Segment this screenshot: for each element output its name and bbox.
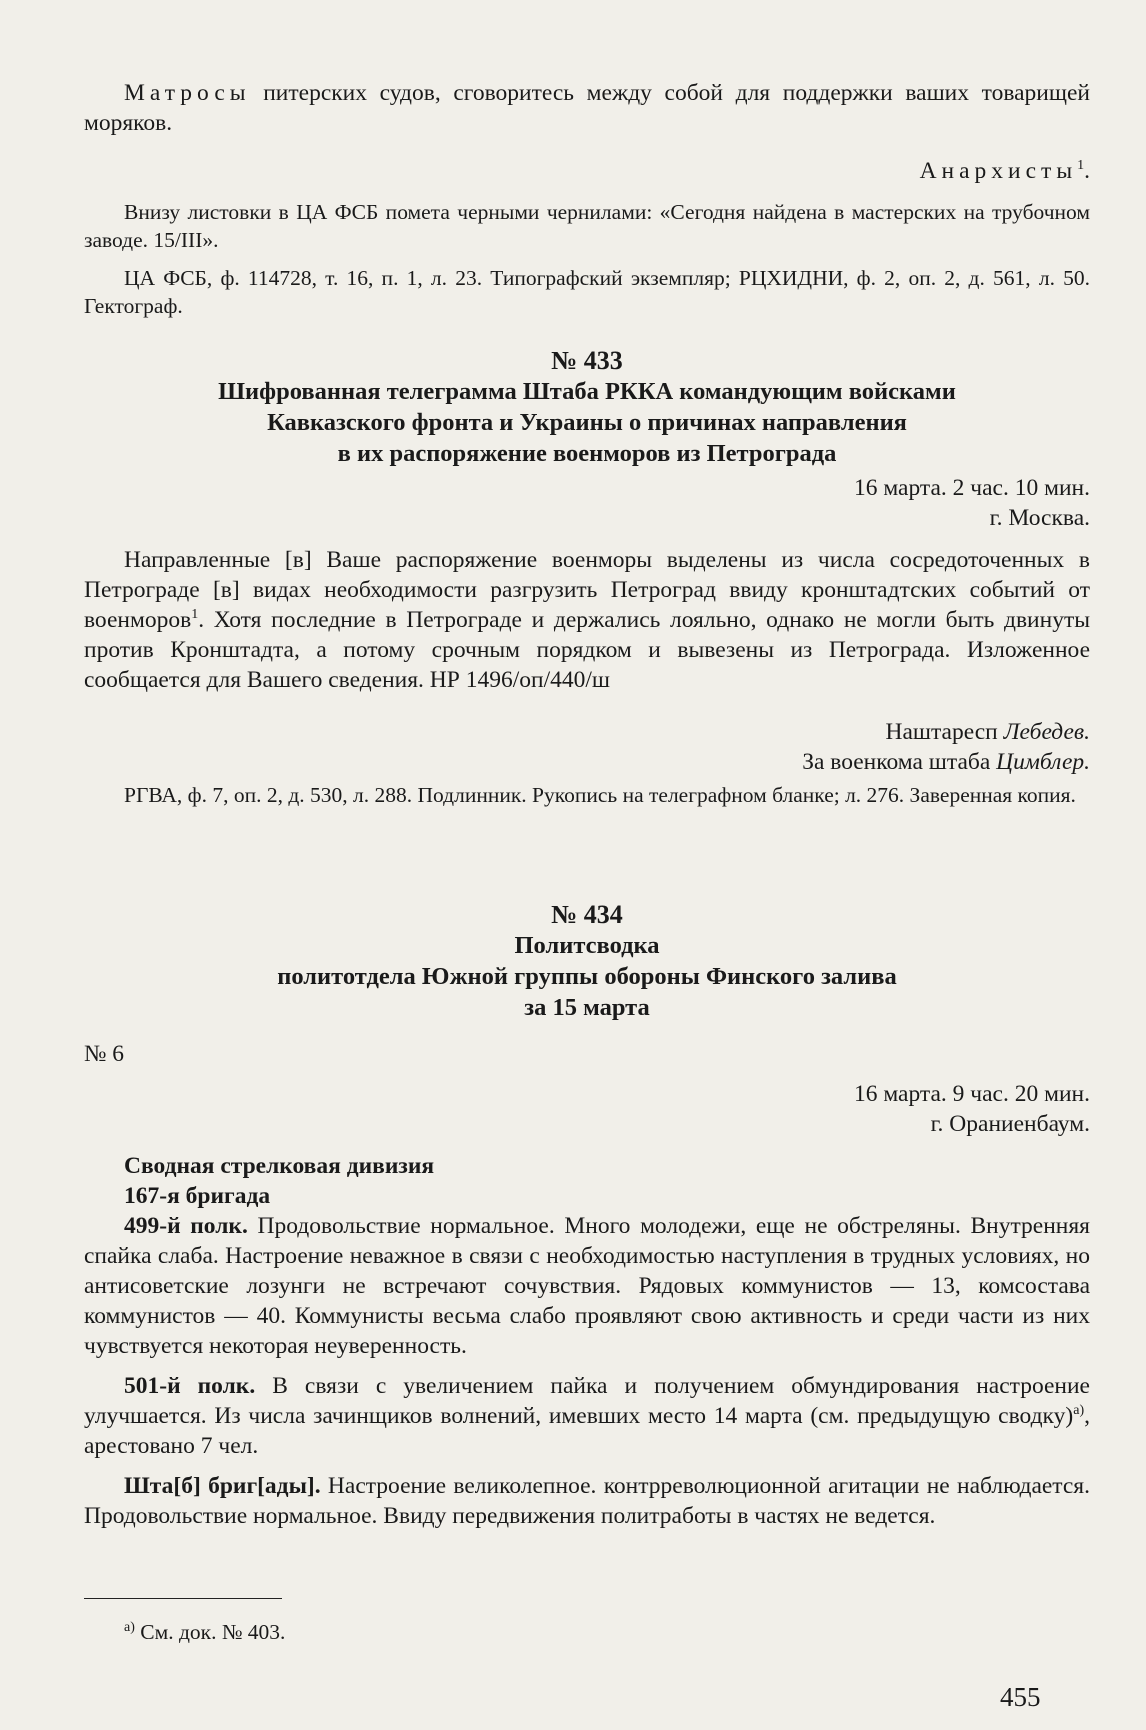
doc-434-para-499: 499-й полк. Продовольствие нормальное. Много молодежи, еще не обстреляны. Внутренняя спайка слаба. Настроение неважное в связи с необходимостью наступления в трудных условиях, но антисоветские лозунги не встречают сочувствия. Рядовых коммунистов — 13, комсостава коммунистов — 40. Коммунисты весьма слабо проявляют свою активность и среди части из них чувствуется некоторая неуверенность.: [84, 1213, 1090, 1359]
footnote: [84, 1618, 1090, 1646]
doc-434-para-staff: Шта[б] бриг[ады]. Настроение великолепное. контрреволюционной агитации не наблюдается. Продовольствие нормальное. Ввиду передвижения политработы в частях не ведется.: [84, 1473, 1090, 1529]
leaflet-text: Матросы питерских судов, сговоритесь между собой для поддержки ваших товарищей моряков.: [84, 80, 1090, 136]
doc-433-title-line-1: Шифрованная телеграмма Штаба РККА командующим войсками: [218, 378, 956, 405]
doc-433: [84, 346, 1090, 809]
doc-434-title-line-2: политотдела Южной группы обороны Финского залива: [277, 963, 897, 990]
doc-434-brigade: 167-я бригада: [124, 1183, 271, 1209]
footnote-text: $^{а)}$ См. док. № 403.: [124, 1619, 286, 1644]
page-number: 455: [1000, 1682, 1041, 1712]
doc-433-body: Направленные [в] Ваше распоряжение военморы выделены из числа сосредоточенных в Петрограде [в] видах необходимости разгрузить Петроград ввиду кронштадтских событий от военморов$^1$. Хотя последние в Петрограде и держались лояльно, однако не могли быть двинуты против Кронштадта, а потому срочным порядком и вывезены из Петрограда. Изложенное сообщается для Вашего сведения. НР 1496/оп/440/ш: [84, 547, 1090, 693]
doc-434-division: Сводная стрелковая дивизия: [124, 1153, 435, 1179]
doc-433-signature-2: За военкома штаба Цимблер.: [802, 749, 1090, 775]
doc-433-archive: РГВА, ф. 7, оп. 2, д. 530, л. 288. Подлинник. Рукопись на телеграфном бланке; л. 276. Заверенная копия.: [124, 783, 1076, 807]
doc-433-date: 16 марта. 2 час. 10 мин.: [853, 475, 1090, 501]
doc-433-place: г. Москва.: [989, 505, 1090, 531]
doc-433-signature-1: Наштаресп Лебедев.: [885, 719, 1090, 745]
leaflet-block: [84, 78, 1090, 320]
doc-434-title-line-3: за 15 марта: [524, 994, 650, 1021]
doc-434-title-line-1: Политсводка: [514, 932, 660, 959]
doc-434-number: № 434: [551, 900, 623, 929]
doc-433-number: № 433: [551, 346, 623, 375]
doc-433-title-line-3: в их распоряжение военморов из Петрограда: [337, 440, 837, 467]
doc-434: [84, 900, 1090, 1531]
leaflet-note: Внизу листовки в ЦА ФСБ помета черными чернилами: «Сегодня найдена в мастерских на трубочном заводе. 15/III».: [84, 200, 1090, 252]
leaflet-archive: ЦА ФСБ, ф. 114728, т. 16, п. 1, л. 23. Типографский экземпляр; РЦХИДНИ, ф. 2, оп. 2, д. 561, л. 50. Гектограф.: [84, 266, 1090, 318]
doc-434-place: г. Ораниенбаум.: [930, 1111, 1090, 1137]
leaflet-signature: Анархисты$^1$.: [919, 158, 1090, 184]
doc-434-report-number: № 6: [84, 1041, 125, 1067]
doc-433-title-line-2: Кавказского фронта и Украины о причинах направления: [267, 409, 907, 436]
doc-434-para-501: 501-й полк. В связи с увеличением пайка и получением обмундирования настроение улучшается. Из числа зачинщиков волнений, имевших место 14 марта (см. предыдущую сводку)$^{а)}$, арестовано 7 чел.: [84, 1373, 1090, 1459]
doc-434-date: 16 марта. 9 час. 20 мин.: [853, 1081, 1090, 1107]
footnote-rule: [84, 1598, 282, 1599]
